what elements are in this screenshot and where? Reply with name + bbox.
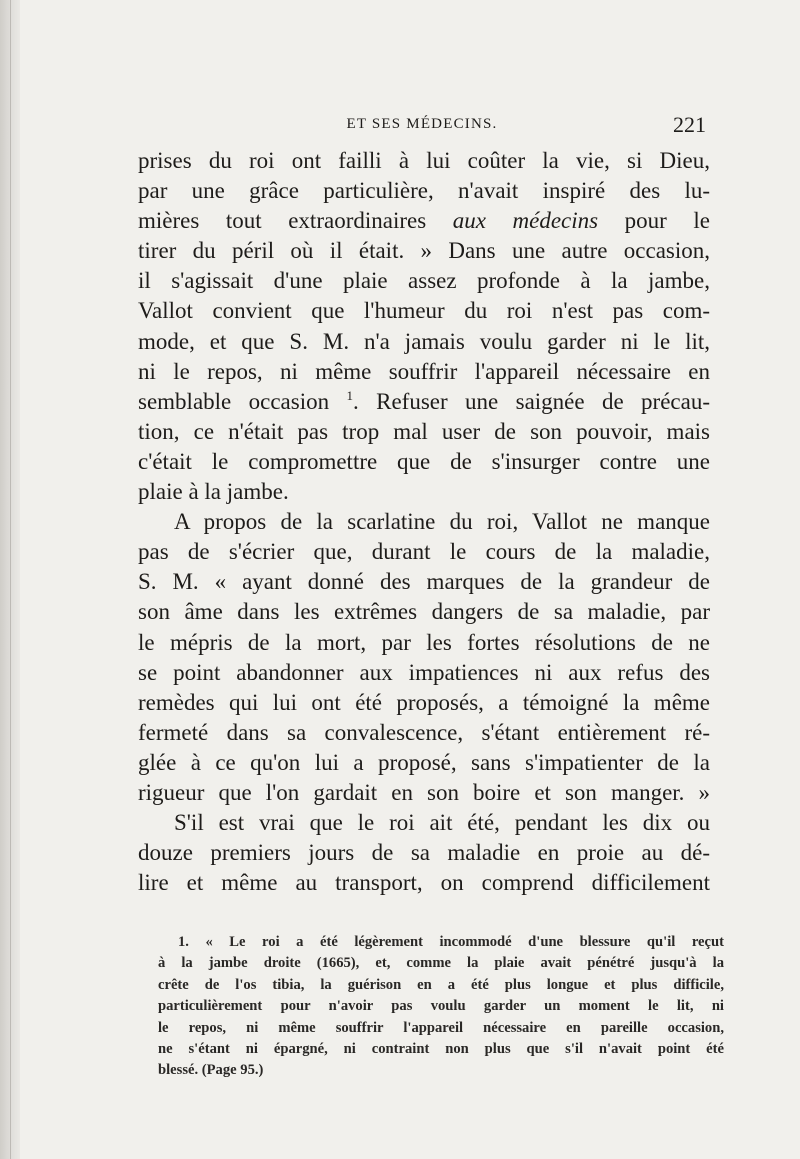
- text-line: c'était le compromettre que de s'insurger contre une: [138, 448, 710, 474]
- text-line: son âme dans les extrêmes dangers de sa maladie, par: [138, 599, 710, 625]
- text-segment: . Refuser une saignée de précau-: [352, 388, 710, 414]
- footnote-line: blessé. (Page 95.): [158, 1062, 264, 1079]
- text-line: glée à ce qu'on lui a proposé, sans s'impatienter de la: [138, 749, 710, 775]
- running-head: ET SES MÉDECINS.: [346, 116, 498, 132]
- text-line: plaie à la jambe.: [138, 479, 289, 505]
- footnote-line: à la jambe droite (1665), et, comme la plaie avait pénétré jusqu'à la: [158, 955, 724, 972]
- text-line: ni le repos, ni même souffrir l'appareil nécessaire en: [138, 358, 710, 384]
- footnote: [158, 932, 724, 1082]
- text-line: remèdes qui lui ont été proposés, a témoigné la même: [138, 689, 710, 715]
- footnote-line: 1. « Le roi a été légèrement incommodé d'une blessure qu'il reçut: [178, 934, 724, 950]
- text-line: le mépris de la mort, par les fortes résolutions de ne: [138, 629, 710, 655]
- text-line: rigueur que l'on gardait en son boire et son manger. »: [138, 779, 710, 805]
- body-text: [138, 146, 710, 898]
- text-segment: pour le: [598, 208, 710, 234]
- text-line: Vallot convient que l'humeur du roi n'est pas com-: [138, 298, 710, 324]
- footnote-line: crête de l'os tibia, la guérison en a été plus longue et plus difficile,: [158, 976, 724, 993]
- text-line: lire et même au transport, on comprend difficilement: [138, 870, 710, 896]
- paragraph-start-line: A propos de la scarlatine du roi, Vallot ne manque: [174, 509, 710, 535]
- paragraph-start-line: S'il est vrai que le roi ait été, pendant les dix ou: [174, 810, 710, 836]
- text-line: S. M. « ayant donné des marques de la grandeur de: [138, 569, 710, 595]
- text-line: fermeté dans sa convalescence, s'étant entièrement ré-: [138, 719, 710, 745]
- footnote-reference[interactable]: 1: [346, 387, 353, 403]
- footnote-line: le repos, ni même souffrir l'appareil nécessaire en pareille occasion,: [158, 1019, 724, 1036]
- page-header: [138, 112, 706, 142]
- text-line: il s'agissait d'une plaie assez profonde à la jambe,: [138, 268, 710, 294]
- page-gutter-edge: [0, 0, 20, 1159]
- text-segment: mières tout extraordinaires: [138, 208, 453, 234]
- text-line: douze premiers jours de sa maladie en proie au dé-: [138, 840, 710, 866]
- italic-phrase: aux médecins: [452, 208, 599, 234]
- text-line-with-note-ref: [138, 387, 710, 417]
- footnote-line: ne s'étant ni épargné, ni contraint non plus que s'il n'avait point été: [158, 1040, 724, 1057]
- text-segment: semblable occasion: [138, 388, 347, 414]
- text-line: se point abandonner aux impatiences ni aux refus des: [138, 659, 710, 685]
- text-line-with-italic: [138, 206, 710, 236]
- text-line: prises du roi ont failli à lui coûter la vie, si Dieu,: [138, 148, 710, 173]
- page-number: 221: [673, 112, 706, 137]
- text-line: tirer du péril où il était. » Dans une autre occasion,: [138, 238, 710, 264]
- footnote-line: particulièrement pour n'avoir pas voulu garder un moment le lit, ni: [158, 998, 724, 1015]
- text-line: mode, et que S. M. n'a jamais voulu garder ni le lit,: [138, 328, 710, 354]
- text-line: pas de s'écrier que, durant le cours de la maladie,: [138, 539, 710, 565]
- text-line: par une grâce particulière, n'avait inspiré des lu-: [138, 178, 710, 204]
- text-line: tion, ce n'était pas trop mal user de son pouvoir, mais: [138, 418, 710, 444]
